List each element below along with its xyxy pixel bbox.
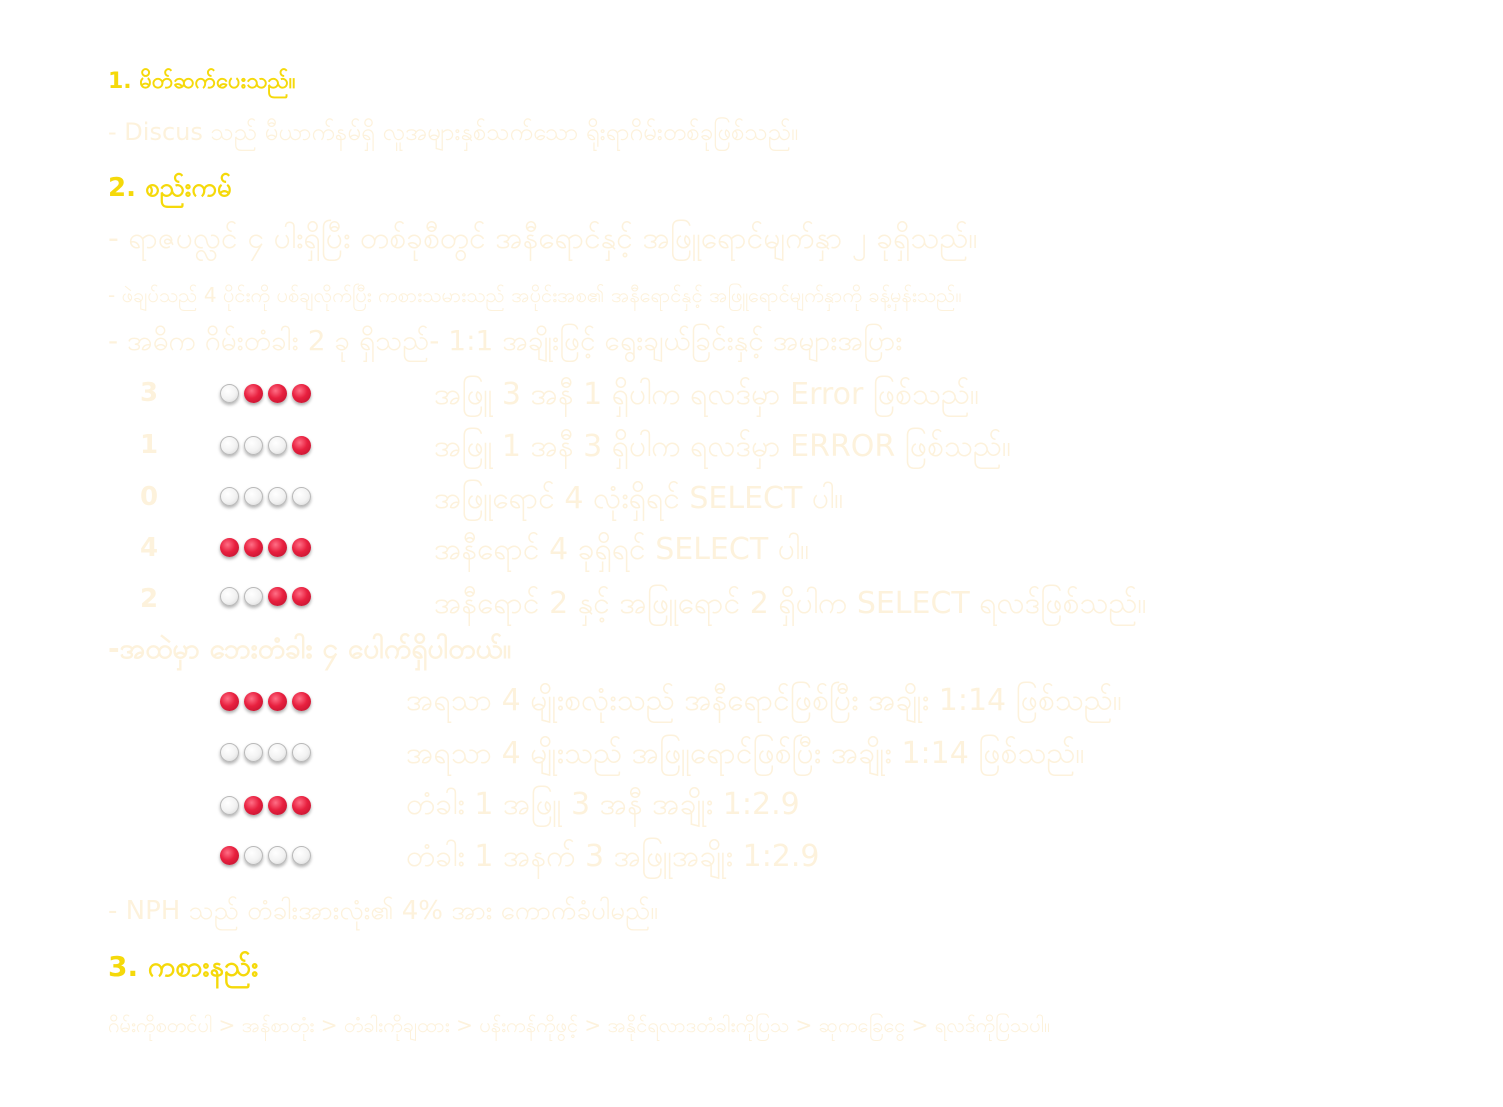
red-chip-icon (268, 384, 287, 403)
white-chip-icon (220, 384, 239, 403)
outcome-number: 2 (140, 584, 159, 614)
white-chip-icon (268, 846, 287, 865)
white-chip-icon (292, 743, 311, 762)
side-door-description: တံခါး 1 အနက် 3 အဖြူအချိုး 1:2.9 (406, 839, 820, 874)
red-chip-icon (292, 587, 311, 606)
white-chip-icon (244, 436, 263, 455)
howto-steps: ဂိမ်းကိုစတင်ပါ > အန်စာတုံး > တံခါးကိုချထား > ပန်းကန်ကိုဖွင့် > အနိုင်ရလာဒတံခါးကိုပြသ > ဆုကခြေငွေ > ရလဒ်ကိုပြသပါ။ (108, 1013, 1051, 1037)
outcome-description: အနီရောင် 2 နှင့် အဖြူရောင် 2 ရှိပါက SELECT ရလဒ်ဖြစ်သည်။ (434, 586, 1147, 621)
white-chip-icon (220, 796, 239, 815)
white-chip-icon (268, 743, 287, 762)
white-chip-icon (244, 743, 263, 762)
outcome-dots (220, 538, 311, 557)
side-door-dots (220, 796, 311, 815)
howto-heading: 3. ကစားနည်း (108, 950, 259, 983)
red-chip-icon (292, 384, 311, 403)
red-chip-icon (220, 692, 239, 711)
white-chip-icon (268, 487, 287, 506)
red-chip-icon (244, 796, 263, 815)
side-door-dots (220, 846, 311, 865)
white-chip-icon (244, 846, 263, 865)
outcome-description: အဖြူ 3 အနီ 1 ရှိပါက ရလဒ်မှာ Error ဖြစ်သည်။ (434, 377, 979, 412)
white-chip-icon (292, 487, 311, 506)
red-chip-icon (292, 692, 311, 711)
red-chip-icon (220, 846, 239, 865)
red-chip-icon (268, 587, 287, 606)
red-chip-icon (244, 692, 263, 711)
white-chip-icon (292, 846, 311, 865)
red-chip-icon (292, 796, 311, 815)
outcome-number: 0 (140, 482, 159, 512)
white-chip-icon (220, 587, 239, 606)
red-chip-icon (268, 796, 287, 815)
side-door-description: အရသာ 4 မျိုးစလုံးသည် အနီရောင်ဖြစ်ပြီး အချိုး 1:14 ဖြစ်သည်။ (406, 683, 1122, 718)
intro-heading: 1. မိတ်ဆက်ပေးသည်။ (108, 69, 296, 94)
outcome-description: အနီရောင် 4 ခုရှိရင် SELECT ပါ။ (434, 532, 810, 567)
rules-text-2: - ဖဲချပ်သည် 4 ပိုင်းကို ပစ်ချလိုက်ပြီး ကစားသမားသည် အပိုင်းအစ၏ အနီရောင်နှင့် အဖြူရောင်မျက်နှာကို ခန့်မှန်းသည်။ (108, 283, 962, 307)
outcome-dots (220, 587, 311, 606)
rules-text-1: - ရာဇပလ္လင် ၄ ပါးရှိပြီး တစ်ခုစီတွင် အနီရောင်နှင့် အဖြူရောင်မျက်နှာ ၂ ခုရှိသည်။ (108, 221, 978, 256)
side-door-description: တံခါး 1 အဖြူ 3 အနီ အချိုး 1:2.9 (406, 787, 800, 822)
white-chip-icon (220, 436, 239, 455)
rules-text-3: - အဓိက ဂိမ်းတံခါး 2 ခု ရှိသည်- 1:1 အချိုးဖြင့် ရွေးချယ်ခြင်းနှင့် အများအပြား (108, 324, 903, 357)
intro-text: - Discus သည် မီယာက်နမ်ရှိ လူအများနှစ်သက်သော ရိုးရာဂိမ်းတစ်ခုဖြစ်သည်။ (108, 118, 799, 146)
side-doors-heading: -အထဲမှာ ဘေးတံခါး ၄ ပေါက်ရှိပါတယ်။ (108, 632, 512, 665)
red-chip-icon (292, 436, 311, 455)
side-door-description: အရသာ 4 မျိုးသည် အဖြူရောင်ဖြစ်ပြီး အချိုး 1:14 ဖြစ်သည်။ (406, 736, 1085, 771)
outcome-dots (220, 384, 311, 403)
side-door-dots (220, 743, 311, 762)
outcome-description: အဖြူရောင် 4 လုံးရှိရင် SELECT ပါ။ (434, 481, 844, 516)
white-chip-icon (268, 436, 287, 455)
white-chip-icon (244, 487, 263, 506)
red-chip-icon (268, 538, 287, 557)
red-chip-icon (220, 538, 239, 557)
white-chip-icon (244, 587, 263, 606)
outcome-dots (220, 436, 311, 455)
nph-fee-text: - NPH သည် တံခါးအားလုံး၏ 4% အား ကောက်ခံပါမည်။ (108, 896, 659, 926)
side-door-dots (220, 692, 311, 711)
outcome-number: 4 (140, 533, 159, 563)
red-chip-icon (268, 692, 287, 711)
outcome-dots (220, 487, 311, 506)
outcome-number: 3 (140, 378, 159, 408)
outcome-description: အဖြူ 1 အနီ 3 ရှိပါက ရလဒ်မှာ ERROR ဖြစ်သည်။ (434, 429, 1011, 464)
red-chip-icon (244, 384, 263, 403)
rules-heading: 2. စည်းကမ် (108, 173, 232, 203)
red-chip-icon (292, 538, 311, 557)
outcome-number: 1 (140, 430, 159, 460)
white-chip-icon (220, 487, 239, 506)
red-chip-icon (244, 538, 263, 557)
white-chip-icon (220, 743, 239, 762)
